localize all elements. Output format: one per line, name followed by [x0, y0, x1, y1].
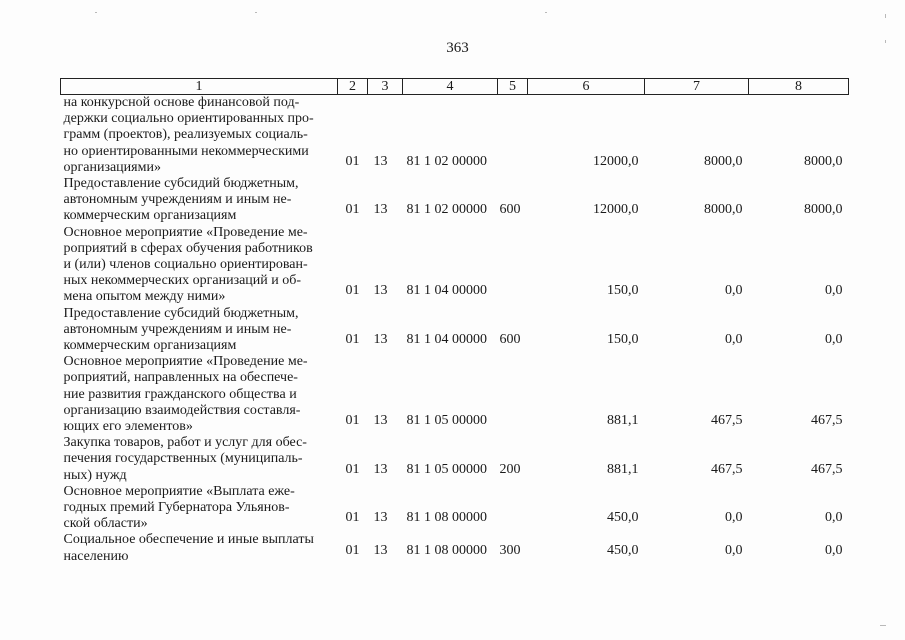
subsection-code — [368, 532, 403, 564]
table-header — [61, 79, 849, 95]
expense-type-code-value: 300 — [499, 542, 521, 558]
amount-year-2-value: 0,0 — [725, 283, 743, 299]
amount-year-1 — [528, 532, 645, 564]
subsection-code-value: 13 — [373, 153, 388, 169]
subsection-code-value: 13 — [373, 283, 388, 299]
expense-type-code — [498, 95, 528, 177]
expense-type-code — [498, 176, 528, 225]
amount-year-3-value: 467,5 — [811, 461, 843, 477]
amount-year-2-value: 8000,0 — [704, 153, 743, 169]
header-col-5: 5 — [498, 79, 528, 95]
section-code-value: 01 — [345, 332, 360, 348]
expense-type-code — [498, 225, 528, 306]
amount-year-1-value: 450,0 — [607, 510, 639, 526]
section-code — [338, 354, 368, 435]
amount-year-3-value: 467,5 — [811, 413, 843, 429]
expense-type-code-value: 600 — [499, 202, 521, 218]
description-line: годных премий Губернатора Ульянов- — [63, 500, 290, 516]
description-line: Предоставление субсидий бюджетным, — [63, 305, 299, 321]
subsection-code — [368, 95, 403, 177]
row-description — [61, 306, 338, 355]
header-row — [61, 79, 849, 95]
header-col-6: 6 — [528, 79, 645, 95]
amount-year-1-value: 150,0 — [607, 332, 639, 348]
row-description — [61, 435, 338, 484]
target-article-code-value: 81 1 05 00000 — [406, 461, 487, 477]
amount-year-3-value: 0,0 — [825, 542, 843, 558]
table-body — [61, 95, 849, 565]
description-line: роприятий, направленных на обеспече- — [63, 370, 298, 386]
subsection-code — [368, 484, 403, 533]
subsection-code-value: 13 — [373, 413, 388, 429]
amount-year-3-value: 8000,0 — [804, 202, 843, 218]
row-description — [61, 532, 338, 564]
amount-year-1-value: 150,0 — [607, 283, 639, 299]
target-article-code — [403, 225, 498, 306]
description-line: Основное мероприятие «Проведение ме- — [63, 354, 308, 370]
target-article-code — [403, 176, 498, 225]
description-line: держки социально ориентированных про- — [63, 111, 314, 127]
scan-artifact — [880, 625, 886, 626]
target-article-code — [403, 532, 498, 564]
amount-year-1 — [528, 225, 645, 306]
description-line: населению — [63, 548, 129, 564]
subsection-code-value: 13 — [373, 332, 388, 348]
subsection-code-value: 13 — [373, 510, 388, 526]
amount-year-3 — [749, 225, 849, 306]
header-col-2: 2 — [338, 79, 368, 95]
row-description — [61, 354, 338, 435]
header-col-8: 8 — [749, 79, 849, 95]
target-article-code-value: 81 1 04 00000 — [406, 332, 487, 348]
amount-year-3 — [749, 435, 849, 484]
description-line: роприятий в сферах обучения работников — [63, 240, 313, 256]
section-code — [338, 532, 368, 564]
description-line: но ориентированными некоммерческими — [63, 143, 309, 159]
description-line: и (или) членов социально ориентирован- — [63, 257, 308, 273]
subsection-code — [368, 354, 403, 435]
amount-year-2 — [645, 484, 749, 533]
scan-artifact — [885, 40, 886, 43]
amount-year-1 — [528, 306, 645, 355]
header-col-7: 7 — [645, 79, 749, 95]
table-row — [61, 484, 849, 533]
amount-year-1-value: 881,1 — [607, 461, 639, 477]
amount-year-2-value: 467,5 — [711, 413, 743, 429]
amount-year-2 — [645, 306, 749, 355]
amount-year-2 — [645, 176, 749, 225]
amount-year-2-value: 0,0 — [725, 542, 743, 558]
table-row — [61, 435, 849, 484]
amount-year-2-value: 8000,0 — [704, 202, 743, 218]
description-line: грамм (проектов), реализуемых социаль- — [63, 127, 308, 143]
amount-year-2 — [645, 354, 749, 435]
description-line: Социальное обеспечение и иные выплаты — [63, 532, 314, 548]
section-code-value: 01 — [345, 510, 360, 526]
section-code — [338, 484, 368, 533]
table-row — [61, 95, 849, 177]
amount-year-1-value: 12000,0 — [593, 153, 639, 169]
table-row — [61, 176, 849, 225]
scan-artifact — [95, 12, 97, 13]
amount-year-2-value: 467,5 — [711, 461, 743, 477]
section-code — [338, 225, 368, 306]
subsection-code-value: 13 — [373, 461, 388, 477]
description-line: на конкурсной основе финансовой под- — [63, 95, 300, 110]
description-line: Закупка товаров, работ и услуг для обес- — [63, 435, 307, 451]
row-description — [61, 225, 338, 306]
subsection-code — [368, 306, 403, 355]
amount-year-3 — [749, 484, 849, 533]
amount-year-1-value: 881,1 — [607, 413, 639, 429]
description-line: автономным учреждениям и иным не- — [63, 192, 292, 208]
expense-type-code — [498, 484, 528, 533]
section-code — [338, 95, 368, 177]
target-article-code — [403, 484, 498, 533]
description-line: ние развития гражданского общества и — [63, 386, 297, 402]
description-line: коммерческим организациям — [63, 208, 237, 224]
description-line: организацию взаимодействия составля- — [63, 402, 301, 418]
amount-year-1-value: 12000,0 — [593, 202, 639, 218]
amount-year-2 — [645, 532, 749, 564]
description-line: автономным учреждениям и иным не- — [63, 321, 292, 337]
expense-type-code-value: 600 — [499, 332, 521, 348]
table-row — [61, 225, 849, 306]
description-line: Основное мероприятие «Проведение ме- — [63, 224, 308, 240]
amount-year-2-value: 0,0 — [725, 332, 743, 348]
expense-type-code-value: 200 — [499, 461, 521, 477]
budget-table — [60, 78, 849, 565]
description-line: коммерческим организациям — [63, 338, 237, 354]
target-article-code-value: 81 1 04 00000 — [406, 283, 487, 299]
header-col-3: 3 — [368, 79, 403, 95]
row-description — [61, 176, 338, 225]
subsection-code-value: 13 — [373, 202, 388, 218]
description-line: печения государственных (муниципаль- — [63, 451, 303, 467]
subsection-code — [368, 176, 403, 225]
amount-year-1 — [528, 435, 645, 484]
description-line: Основное мероприятие «Выплата еже- — [63, 483, 295, 499]
subsection-code — [368, 225, 403, 306]
section-code-value: 01 — [345, 283, 360, 299]
target-article-code — [403, 354, 498, 435]
row-description — [61, 95, 338, 177]
amount-year-3 — [749, 306, 849, 355]
section-code — [338, 306, 368, 355]
amount-year-1-value: 450,0 — [607, 542, 639, 558]
scan-artifact — [545, 12, 547, 13]
page-number: 363 — [446, 40, 469, 56]
section-code-value: 01 — [345, 153, 360, 169]
section-code-value: 01 — [345, 461, 360, 477]
expense-type-code — [498, 354, 528, 435]
section-code — [338, 435, 368, 484]
target-article-code — [403, 95, 498, 177]
section-code-value: 01 — [345, 202, 360, 218]
amount-year-3-value: 0,0 — [825, 510, 843, 526]
target-article-code-value: 81 1 02 00000 — [406, 153, 487, 169]
amount-year-2 — [645, 95, 749, 177]
amount-year-1 — [528, 95, 645, 177]
section-code-value: 01 — [345, 413, 360, 429]
scan-artifact — [885, 14, 886, 18]
amount-year-2 — [645, 225, 749, 306]
target-article-code-value: 81 1 08 00000 — [406, 542, 487, 558]
description-line: мена опытом между ними» — [63, 289, 226, 305]
description-line: ных) нужд — [63, 467, 127, 483]
amount-year-3-value: 0,0 — [825, 283, 843, 299]
scan-artifact — [255, 12, 257, 13]
table-row — [61, 532, 849, 564]
target-article-code-value: 81 1 08 00000 — [406, 510, 487, 526]
amount-year-3-value: 0,0 — [825, 332, 843, 348]
amount-year-3 — [749, 532, 849, 564]
section-code — [338, 176, 368, 225]
table-row — [61, 354, 849, 435]
amount-year-2-value: 0,0 — [725, 510, 743, 526]
amount-year-3 — [749, 176, 849, 225]
description-line: Предоставление субсидий бюджетным, — [63, 176, 299, 192]
amount-year-3 — [749, 95, 849, 177]
header-col-1: 1 — [61, 79, 338, 95]
description-line: ющих его элементов» — [63, 419, 193, 435]
row-description — [61, 484, 338, 533]
description-line: организациями» — [63, 159, 161, 175]
target-article-code-value: 81 1 02 00000 — [406, 202, 487, 218]
subsection-code — [368, 435, 403, 484]
amount-year-1 — [528, 354, 645, 435]
subsection-code-value: 13 — [373, 542, 388, 558]
target-article-code — [403, 435, 498, 484]
amount-year-3-value: 8000,0 — [804, 153, 843, 169]
table-row — [61, 306, 849, 355]
amount-year-2 — [645, 435, 749, 484]
amount-year-3 — [749, 354, 849, 435]
expense-type-code — [498, 532, 528, 564]
target-article-code — [403, 306, 498, 355]
expense-type-code — [498, 435, 528, 484]
description-line: ской области» — [63, 516, 148, 532]
target-article-code-value: 81 1 05 00000 — [406, 413, 487, 429]
amount-year-1 — [528, 484, 645, 533]
expense-type-code — [498, 306, 528, 355]
amount-year-1 — [528, 176, 645, 225]
description-line: ных некоммерческих организаций и об- — [63, 273, 302, 289]
section-code-value: 01 — [345, 542, 360, 558]
header-col-4: 4 — [403, 79, 498, 95]
